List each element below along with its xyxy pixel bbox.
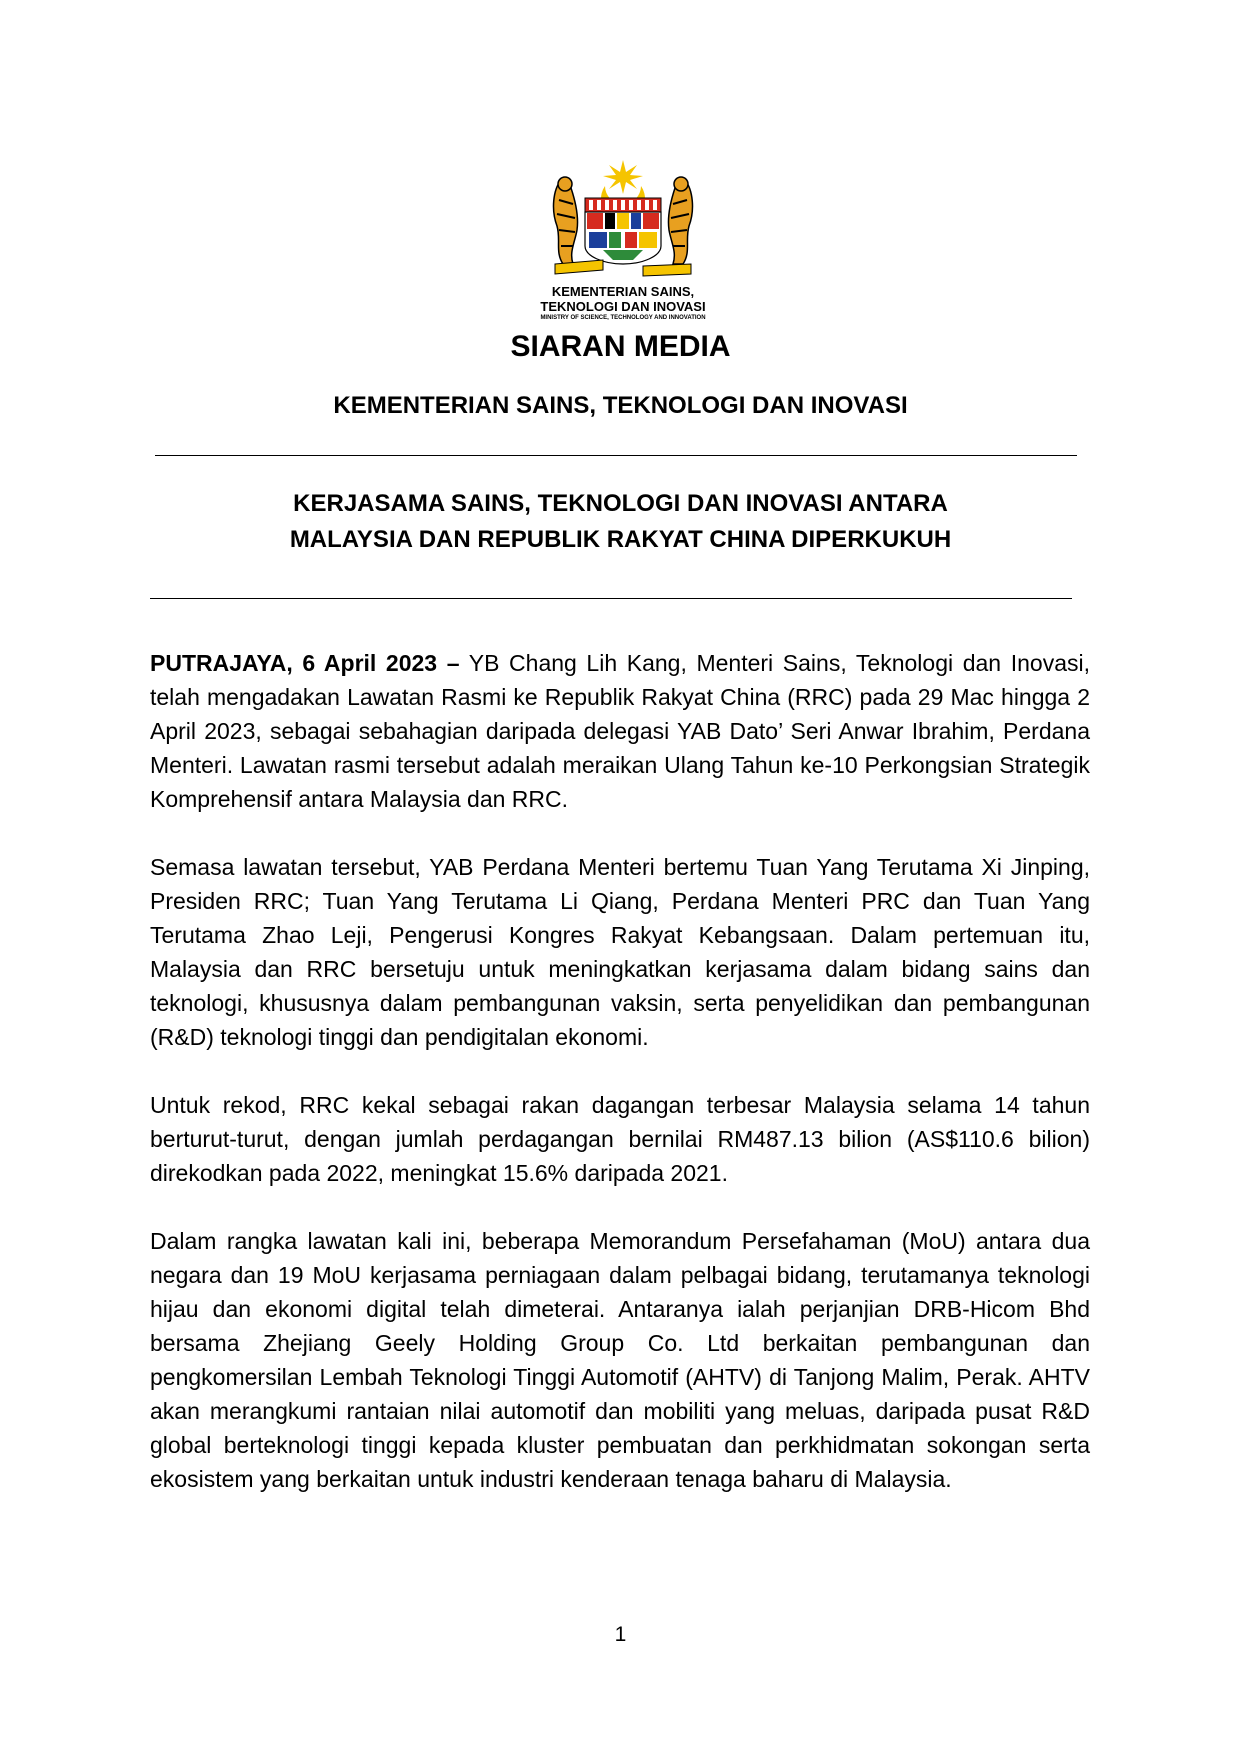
page-number: 1	[614, 1623, 627, 1646]
headline	[0, 486, 1241, 558]
logo-line-1: KEMENTERIAN SAINS,	[551, 284, 695, 299]
headline-line-2: MALAYSIA DAN REPUBLIK RAKYAT CHINA DIPERKUKUH	[289, 526, 952, 553]
divider-bottom	[150, 598, 1072, 599]
page-title: SIARAN MEDIA	[510, 330, 731, 363]
article-body	[150, 646, 1090, 1530]
paragraph-1-text: YB Chang Lih Kang, Menteri Sains, Teknologi dan Inovasi, telah mengadakan Lawatan Rasmi ke Republik Rakyat China (RRC) pada 29 Mac hingga 2 April 2023, sebagai sebahagian daripada delegasi YAB Dato’ Seri Anwar Ibrahim, Perdana Menteri. Lawatan rasmi tersebut adalah meraikan Ulang Tahun ke-10 Perkongsian Strategik Komprehensif antara Malaysia dan RRC.	[150, 650, 1090, 812]
paragraph-4: Dalam rangka lawatan kali ini, beberapa Memorandum Persefahaman (MoU) antara dua negara dan 19 MoU kerjasama perniagaan dalam pelbagai bidang, terutamanya teknologi hijau dan ekonomi digital telah dimeterai. Antaranya ialah perjanjian DRB-Hicom Bhd bersama Zhejiang Geely Holding Group Co. Ltd berkaitan pembangunan dan pengkomersilan Lembah Teknologi Tinggi Automotif (AHTV) di Tanjong Malim, Perak. AHTV akan merangkumi rantaian nilai automotif dan mobiliti yang meluas, daripada pusat R&D global berteknologi tinggi kepada kluster pembuatan dan perkhidmatan sokongan serta ekosistem yang berkaitan untuk industri kenderaan tenaga baharu di Malaysia.	[150, 1228, 1090, 1492]
dateline: PUTRAJAYA, 6 April 2023 –	[150, 650, 460, 676]
paragraph-3: Untuk rekod, RRC kekal sebagai rakan dagangan terbesar Malaysia selama 14 tahun berturut-turut, dengan jumlah perdagangan bernilai RM487.13 bilion (AS$110.6 bilion) direkodkan pada 2022, meningkat 15.6% daripada 2021.	[150, 1092, 1090, 1186]
logo-wordmark	[520, 284, 726, 322]
paragraph-1	[150, 646, 1090, 816]
logo-english-line: MINISTRY OF SCIENCE, TECHNOLOGY AND INNOVATION	[540, 315, 706, 321]
divider-top	[155, 455, 1077, 456]
logo-line-2: TEKNOLOGI DAN INOVASI	[540, 299, 706, 314]
ministry-heading: KEMENTERIAN SAINS, TEKNOLOGI DAN INOVASI	[333, 392, 908, 419]
headline-line-1: KERJASAMA SAINS, TEKNOLOGI DAN INOVASI ANTARA	[293, 490, 948, 517]
paragraph-2: Semasa lawatan tersebut, YAB Perdana Menteri bertemu Tuan Yang Terutama Xi Jinping, Presiden RRC; Tuan Yang Terutama Li Qiang, Perdana Menteri PRC dan Tuan Yang Terutama Zhao Leji, Pengerusi Kongres Rakyat Kebangsaan. Dalam pertemuan itu, Malaysia dan RRC bersetuju untuk meningkatkan kerjasama dalam bidang sains dan teknologi, khususnya dalam pembangunan vaksin, serta penyelidikan dan pembangunan (R&D) teknologi tinggi dan pendigitalan ekonomi.	[150, 854, 1090, 1050]
